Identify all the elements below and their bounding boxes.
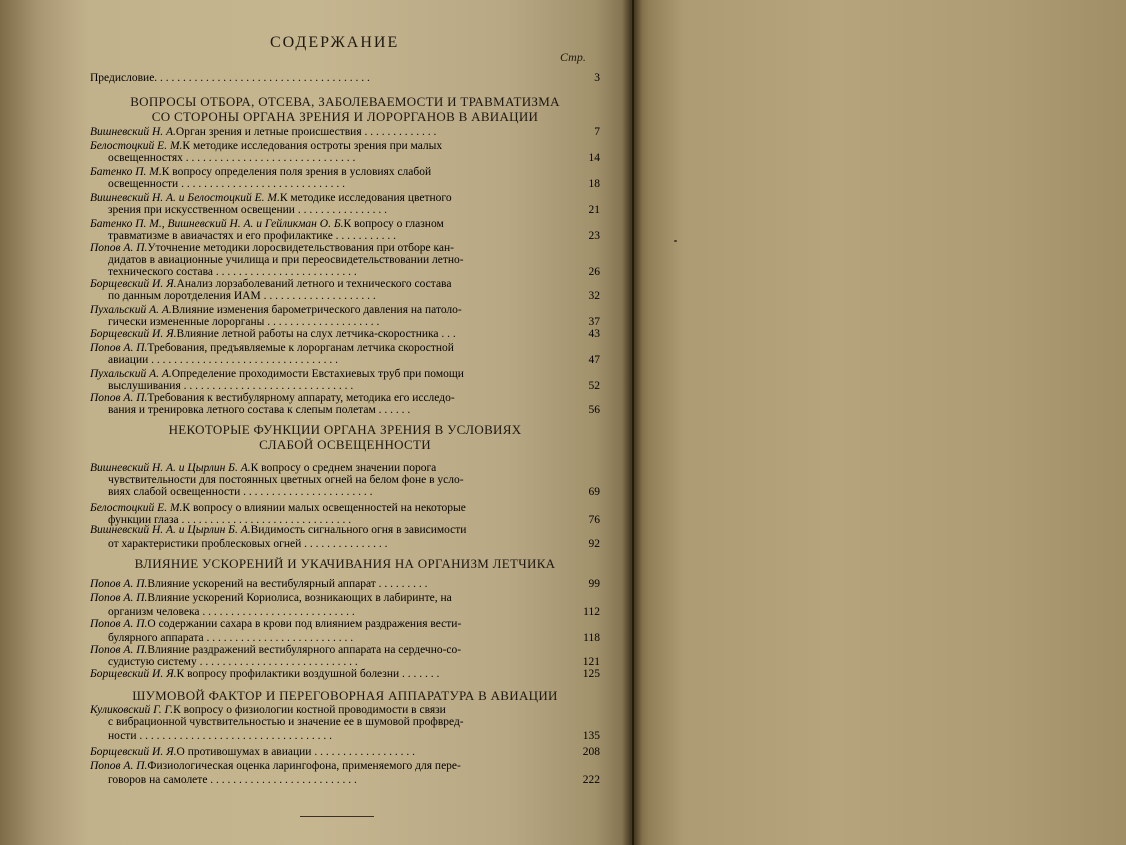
entry-author: Вишневский Н. А. <box>90 126 176 138</box>
entry-page-number: 32 <box>588 290 600 302</box>
entry-author: Вишневский Н. А. и Цырлин Б. А. <box>90 462 251 474</box>
entry-author: Попов А. П. <box>90 760 148 772</box>
entry-author: Батенко П. М. <box>90 166 162 178</box>
entry-text: травматизме в авиачастях и его профилактике . . . . . . . . . . . <box>108 230 397 242</box>
toc-entry-line <box>108 404 600 417</box>
entry-page-number: 47 <box>588 354 600 366</box>
entry-text: гически измененные лорорганы . . . . . . . . . . . . . . . . . . . . <box>108 316 380 328</box>
entry-text: Определение проходимости Евстахиевых труб при помощи <box>171 368 464 380</box>
entry-text: Влияние раздражений вестибулярного аппарата на сердечно-со- <box>147 644 462 656</box>
preface-page: 3 <box>594 72 600 84</box>
entry-author: Куликовский Г. Г. <box>90 704 174 716</box>
entry-page-number: 21 <box>588 204 600 216</box>
entry-author: Батенко П. М., Вишневский Н. А. и Гейликман О. Б. <box>90 218 344 230</box>
entry-text: Орган зрения и летные происшествия . . . . . . . . . . . . . <box>175 126 437 138</box>
entry-text: К методике исследования цветного <box>279 192 452 204</box>
entry-text: булярного аппарата . . . . . . . . . . . . . . . . . . . . . . . . . . <box>108 632 354 644</box>
entry-text: Влияние изменения барометрического давления на патоло- <box>171 304 462 316</box>
entry-author: Пухальский А. А. <box>90 304 172 316</box>
section-heading: СЛАБОЙ ОСВЕЩЕННОСТИ <box>259 437 431 452</box>
preface-entry: Предисловие. . . . . . . . . . . . . . . . . . . . . . . . . . . . . . . . . . . . . . 3 <box>90 72 600 84</box>
entry-text: К методике исследования остроты зрения при малых <box>182 140 443 152</box>
toc-entry-line <box>108 204 600 217</box>
entry-page-number: 121 <box>582 656 600 668</box>
book-gutter <box>622 0 642 845</box>
entry-text: выслушивания . . . . . . . . . . . . . . . . . . . . . . . . . . . . . . <box>108 380 354 392</box>
section-heading: СО СТОРОНЫ ОРГАНА ЗРЕНИЯ И ЛОРОРГАНОВ В АВИАЦИИ <box>151 109 539 124</box>
entry-text: с вибрационной чувствительностью и значение ее в шумовой профвред- <box>108 716 464 728</box>
entry-author: Борщевский И. Я. <box>90 278 177 290</box>
entry-text: Влияние ускорений Кориолиса, возникающих в лабиринте, на <box>147 592 452 604</box>
entry-text: судистую систему . . . . . . . . . . . . . . . . . . . . . . . . . . . . <box>108 656 358 668</box>
entry-text: Требования к вестибулярному аппарату, методика его исследо- <box>147 392 455 404</box>
entry-page-number: 37 <box>588 316 600 328</box>
entry-text: Анализ лорзаболеваний летного и технического состава <box>176 278 452 290</box>
toc-entry-line <box>90 578 600 591</box>
entry-text: О содержании сахара в крови под влиянием раздражения вести- <box>147 618 462 630</box>
entry-text: говоров на самолете . . . . . . . . . . . . . . . . . . . . . . . . . . <box>108 774 357 786</box>
entry-text: К вопросу о влиянии малых освещенностей на некоторые <box>182 502 466 514</box>
section-heading: ВЛИЯНИЕ УСКОРЕНИЙ И УКАЧИВАНИЯ НА ОРГАНИЗМ ЛЕТЧИКА <box>134 556 556 571</box>
toc-entry-line <box>90 328 600 341</box>
entry-author: Пухальский А. А. <box>90 368 172 380</box>
entry-text: дидатов в авиационные училища и при переосвидетельствовании летно- <box>108 254 464 266</box>
toc-entry-line <box>108 152 600 165</box>
toc-entry-line <box>90 126 600 139</box>
entry-page-number: 43 <box>588 328 600 340</box>
entry-page-number: 135 <box>582 730 600 742</box>
entry-author: Борщевский И. Я. <box>90 668 177 680</box>
entry-text: Требования, предъявляемые к лорорганам летчика скоростной <box>147 342 454 354</box>
toc-entry-line <box>108 354 600 367</box>
entry-author: Попов А. П. <box>90 592 148 604</box>
section-heading: НЕКОТОРЫЕ ФУНКЦИИ ОРГАНА ЗРЕНИЯ В УСЛОВИЯХ <box>168 422 522 437</box>
section-heading: ШУМОВОЙ ФАКТОР И ПЕРЕГОВОРНАЯ АППАРАТУРА В АВИАЦИИ <box>132 688 558 703</box>
entry-author: Попов А. П. <box>90 618 148 630</box>
toc-entry-line <box>90 746 600 759</box>
toc-entry-line <box>90 524 600 537</box>
entry-page-number: 118 <box>583 632 600 644</box>
toc-title: СОДЕРЖАНИЕ <box>270 34 400 51</box>
entry-page-number: 125 <box>582 668 600 680</box>
entry-text: К вопросу о физиологии костной проводимости в связи <box>173 704 446 716</box>
entry-text: освещенности . . . . . . . . . . . . . . . . . . . . . . . . . . . . . <box>108 178 345 190</box>
entry-text: К вопросу о среднем значении порога <box>250 462 437 474</box>
entry-text: Влияние летной работы на слух летчика-скоростника . . . <box>176 328 456 340</box>
entry-page-number: 26 <box>588 266 600 278</box>
entry-text: виях слабой освещенности . . . . . . . . . . . . . . . . . . . . . . . <box>108 486 373 498</box>
right-page-blank <box>634 0 1126 845</box>
entry-page-number: 99 <box>588 578 600 590</box>
entry-author: Борщевский И. Я. <box>90 746 177 758</box>
entry-page-number: 56 <box>588 404 600 416</box>
toc-entry-line <box>108 730 600 743</box>
entry-author: Попов А. П. <box>90 392 148 404</box>
toc-entry-line <box>108 290 600 303</box>
entry-page-number: 208 <box>582 746 600 758</box>
entry-page-number: 14 <box>588 152 600 164</box>
entry-text: К вопросу профилактики воздушной болезни . . . . . . . <box>176 668 440 680</box>
entry-text: К вопросу определения поля зрения в условиях слабой <box>161 166 432 178</box>
toc-entry-line <box>108 486 600 499</box>
toc-entry-line <box>108 538 600 551</box>
entry-text: Физиологическая оценка ларингофона, применяемого для пере- <box>147 760 461 772</box>
entry-page-number: 76 <box>588 514 600 526</box>
section-heading: ВОПРОСЫ ОТБОРА, ОТСЕВА, ЗАБОЛЕВАЕМОСТИ И ТРАВМАТИЗМА <box>130 94 560 109</box>
preface-label: Предисловие <box>90 72 155 84</box>
entry-author: Попов А. П. <box>90 644 148 656</box>
footer-rule <box>300 816 374 817</box>
toc-entry-line <box>90 668 600 681</box>
entry-author: Попов А. П. <box>90 342 148 354</box>
page-column-label: Стр. <box>560 50 586 64</box>
entry-page-number: 52 <box>588 380 600 392</box>
entry-author: Борщевский И. Я. <box>90 328 177 340</box>
entry-text: Видимость сигнального огня в зависимости <box>250 524 467 536</box>
entry-page-number: 69 <box>588 486 600 498</box>
entry-text: О противошумах в авиации . . . . . . . . . . . . . . . . . . <box>176 746 415 758</box>
entry-text: освещенностях . . . . . . . . . . . . . . . . . . . . . . . . . . . . . . <box>108 152 356 164</box>
toc-entry-line <box>108 774 600 787</box>
entry-text: чувствительности для постоянных цветных огней на белом фоне в усло- <box>108 474 464 486</box>
entry-text: ности . . . . . . . . . . . . . . . . . . . . . . . . . . . . . . . . . . <box>108 730 332 742</box>
entry-text: Влияние ускорений на вестибулярный аппарат . . . . . . . . . <box>147 578 428 590</box>
entry-page-number: 112 <box>583 606 600 618</box>
entry-text: зрения при искусственном освещении . . . . . . . . . . . . . . . . <box>108 204 387 216</box>
toc-entry-line <box>90 592 600 605</box>
toc-entry-line <box>108 178 600 191</box>
entry-text: функции глаза . . . . . . . . . . . . . . . . . . . . . . . . . . . . . . <box>108 514 352 526</box>
entry-author: Белостоцкий Е. М. <box>90 502 183 514</box>
entry-text: Уточнение методики лоросвидетельствования при отборе кан- <box>147 242 454 254</box>
entry-page-number: 222 <box>582 774 600 786</box>
entry-page-number: 7 <box>594 126 600 138</box>
toc-entry-line <box>108 716 600 729</box>
entry-text: вания и тренировка летного состава к слепым полетам . . . . . . <box>108 404 411 416</box>
entry-author: Белостоцкий Е. М. <box>90 140 183 152</box>
entry-page-number: 92 <box>588 538 600 550</box>
entry-author: Вишневский Н. А. и Белостоцкий Е. М. <box>90 192 280 204</box>
entry-author: Попов А. П. <box>90 242 148 254</box>
entry-text: технического состава . . . . . . . . . . . . . . . . . . . . . . . . . <box>108 266 357 278</box>
paper-fleck <box>674 240 677 242</box>
entry-page-number: 23 <box>588 230 600 242</box>
toc-entry-line <box>90 618 600 631</box>
entry-text: от характеристики проблесковых огней . . . . . . . . . . . . . . . <box>108 538 388 550</box>
entry-author: Попов А. П. <box>90 578 148 590</box>
entry-text: по данным лоротделения ИАМ . . . . . . . . . . . . . . . . . . . . <box>108 290 376 302</box>
entry-text: авиации . . . . . . . . . . . . . . . . . . . . . . . . . . . . . . . . . <box>108 354 339 366</box>
toc-entry-line <box>90 760 600 773</box>
entry-text: организм человека . . . . . . . . . . . . . . . . . . . . . . . . . . . <box>108 606 355 618</box>
entry-page-number: 18 <box>588 178 600 190</box>
entry-author: Вишневский Н. А. и Цырлин Б. А. <box>90 524 251 536</box>
entry-text: К вопросу о глазном <box>343 218 444 230</box>
